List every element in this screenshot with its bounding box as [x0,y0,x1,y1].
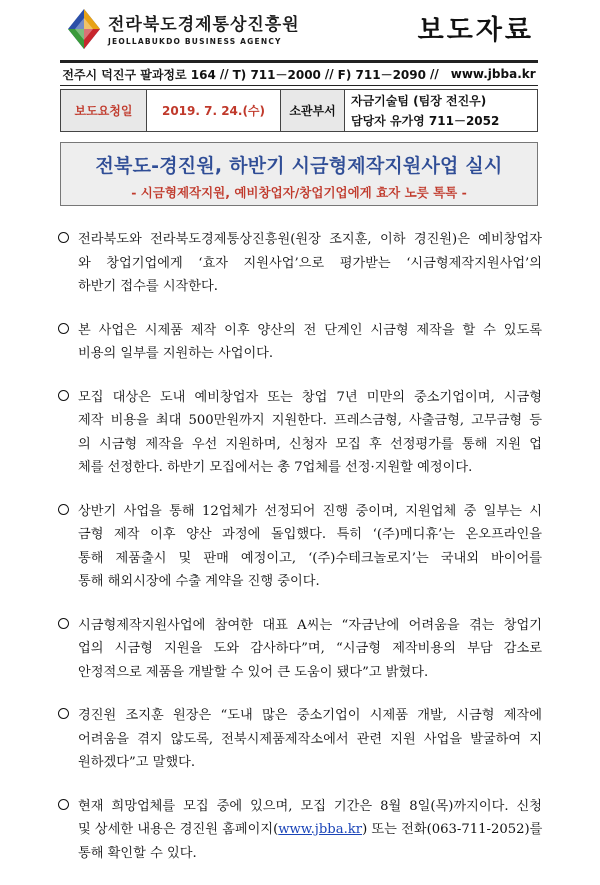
circle-bullet-icon [58,704,71,728]
paragraph [58,704,542,775]
paragraph-line: 어려움을 겪지 않도록, 전북시제품제작소에서 관련 지원 사업을 발굴하여 지 [78,731,542,747]
article-body [58,228,542,885]
paragraph-line: 의 시금형 제작을 우선 지원하며, 신청자 모집 후 선정평가를 통해 지원 업 [78,436,542,452]
paragraph [58,228,542,299]
paragraph-line: 통해 확인할 수 있다. [78,845,197,861]
paragraph-line [78,818,542,842]
paragraph-text: 및 상세한 내용은 경진원 홈페이지( [78,822,279,837]
paragraph-line: 원하겠다”고 말했다. [78,755,196,770]
circle-bullet-icon [58,795,71,819]
paragraph-line: 금형 제작 이후 양산 과정에 돌입했다. 특히 ‘(주)메디휴’는 온오프라인을 [78,527,542,542]
paragraph [58,795,542,866]
dept-team: 자금기술팀 (팀장 전진우) [351,93,487,108]
address-web: www.jbba.kr [450,67,536,81]
paragraph-line: 비용의 일부를 지원하는 사업이다. [78,346,274,361]
paragraph [58,319,542,366]
release-info-table [60,89,538,132]
paragraph-line: 하반기 접수를 시작한다. [78,279,218,294]
address-location: 전주시 덕진구 팔과정로 164 [62,67,216,82]
paragraph [58,386,542,480]
address-tel: T) 711－2000 [232,67,321,82]
paragraph-line: 상반기 사업을 통해 12업체가 선정되어 진행 중이며, 지원업체 중 일부는 시 [78,503,542,519]
paragraph [58,614,542,685]
paragraph-line: 통해 제품출시 및 판매 예정이고, ‘(주)수테크놀로지’는 국내외 바이어를 [78,550,542,566]
circle-bullet-icon [58,614,71,638]
dept-contact-person: 담당자 유가영 711－2052 [351,113,500,128]
headline-subtitle: - 시금형제작지원, 예비창업자/창업기업에게 효자 노릇 톡톡 - [131,185,467,200]
circle-bullet-icon [58,386,71,410]
agency-logo-icon [66,7,102,51]
paragraph-line: 모집 대상은 도내 예비창업자 또는 창업 7년 미만의 중소기업이며, 시금형 [78,389,542,405]
dept-label: 소관부서 [281,90,345,132]
request-date: 2019. 7. 24.(수) [147,90,281,132]
request-date-label: 보도요청일 [61,90,147,132]
paragraph-text: ) 또는 전화(063-711-2052)를 [362,822,543,837]
paragraph-line: 경진원 조지훈 원장은 “도내 많은 중소기업이 시제품 개발, 시금형 제작에 [78,708,542,723]
paragraph-line: 안정적으로 제품을 개발할 수 있어 큰 도움이 됐다”고 밝혔다. [78,664,429,680]
paragraph-line: 전라북도와 전라북도경제통상진흥원(원장 조지훈, 이하 경진원)은 예비창업자 [78,232,542,247]
org-name-en: JEOLLABUKDO BUSINESS AGENCY [108,37,282,46]
circle-bullet-icon [58,500,71,524]
paragraph-line: 통해 해외시장에 수출 계약을 진행 중이다. [78,574,320,589]
headline-title: 전북도-경진원, 하반기 시금형제작지원사업 실시 [95,155,503,177]
address-separator: // [429,67,439,81]
paragraph-line: 제작 비용을 최대 500만원까지 지원한다. 프레스금형, 사출금형, 고무금형 등 [78,413,542,428]
release-title: 보도자료 [417,15,534,46]
headline-box [60,142,538,206]
paragraph-line: 현재 희망업체를 모집 중에 있으며, 모집 기간은 8월 8일(목)까지이다. 신청 [78,798,542,814]
paragraph-line: 업의 시금형 지원을 도와 감사하다”며, “시금형 제작비용의 부담 감소로 [78,641,542,656]
address-separator: // [324,67,334,81]
homepage-link[interactable]: www.jbba.kr [278,822,363,837]
paragraph [58,500,542,594]
circle-bullet-icon [58,228,71,252]
paragraph-line: 체를 선정한다. 하반기 모집에서는 총 7업체를 선정·지원할 예정이다. [78,460,473,475]
paragraph-line: 와 창업기업에게 ‘효자 지원사업’으로 평가받는 ‘시금형제작지원사업’의 [78,255,542,271]
header [60,0,538,58]
circle-bullet-icon [58,319,71,343]
paragraph-line: 시금형제작지원사업에 참여한 대표 A씨는 “자금난에 어려움을 겪는 창업기 [78,617,542,633]
paragraph-line: 본 사업은 시제품 제작 이후 양산의 전 단계인 시금형 제작을 할 수 있도록 [78,322,542,338]
address-fax: F) 711－2090 [337,67,426,82]
org-name-ko: 전라북도경제통상진흥원 [108,15,300,35]
address-separator: // [219,67,229,81]
address-bar [60,60,538,86]
dept-contact [345,90,538,132]
